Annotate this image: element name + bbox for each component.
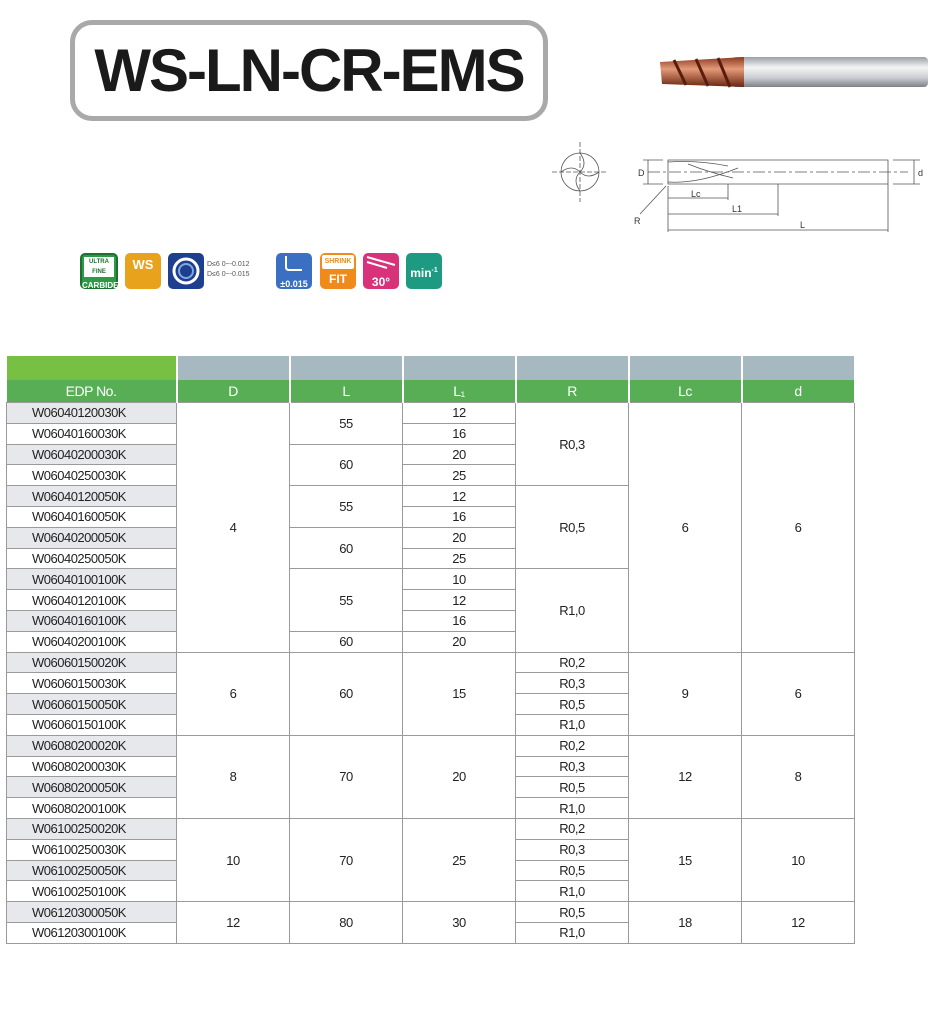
d-cell: 6 (742, 652, 855, 735)
edp-cell: W06120300100K (7, 922, 177, 943)
edp-cell: W06100250030K (7, 839, 177, 860)
R-cell: R0,2 (516, 735, 629, 756)
tolerance-icon (168, 253, 204, 289)
L1-cell: 12 (403, 486, 516, 507)
L-cell: 60 (290, 652, 403, 735)
d-cell: 8 (742, 735, 855, 818)
R-cell: R0,5 (516, 694, 629, 715)
R-cell: R0,3 (516, 403, 629, 486)
d-cell: 6 (742, 403, 855, 653)
header-d: d (742, 380, 855, 403)
carbide-icon-bottom: CARBIDE (82, 281, 119, 290)
Lc-cell: 9 (629, 652, 742, 735)
L1-cell: 20 (403, 735, 516, 818)
L1-cell: 16 (403, 610, 516, 631)
R-cell: R0,3 (516, 673, 629, 694)
edp-cell: W06080200100K (7, 798, 177, 819)
L1-cell: 15 (403, 652, 516, 735)
L-cell: 80 (290, 902, 403, 944)
label-Lc: Lc (691, 189, 701, 199)
L1-cell: 25 (403, 465, 516, 486)
L1-cell: 20 (403, 444, 516, 465)
edp-cell: W06060150020K (7, 652, 177, 673)
rpm-icon (406, 253, 442, 289)
Lc-cell: 12 (629, 735, 742, 818)
table-row (7, 902, 855, 923)
L1-cell: 20 (403, 631, 516, 652)
L-cell: 60 (290, 444, 403, 486)
edp-cell: W06040100100K (7, 569, 177, 590)
edp-cell: W06060150050K (7, 694, 177, 715)
L-cell: 55 (290, 569, 403, 631)
R-cell: R0,3 (516, 839, 629, 860)
edp-cell: W06100250020K (7, 818, 177, 839)
tolerance-line-2: D≤6 0~-0.015 (207, 271, 250, 278)
D-cell: 6 (177, 652, 290, 735)
L1-cell: 12 (403, 403, 516, 424)
R-cell: R0,2 (516, 818, 629, 839)
L1-cell: 16 (403, 506, 516, 527)
header-D: D (177, 380, 290, 403)
L1-cell: 25 (403, 548, 516, 569)
D-cell: 12 (177, 902, 290, 944)
L1-cell: 16 (403, 423, 516, 444)
L-cell: 70 (290, 735, 403, 818)
radius-tolerance-icon (276, 253, 312, 289)
helix-angle-label: 30° (371, 275, 391, 289)
header-R: R (516, 380, 629, 403)
edp-cell: W06060150100K (7, 714, 177, 735)
d-cell: 12 (742, 902, 855, 944)
edp-cell: W06080200050K (7, 777, 177, 798)
edp-cell: W06040120050K (7, 486, 177, 507)
R-cell: R0,5 (516, 777, 629, 798)
carbide-icon (80, 253, 118, 289)
specification-table (6, 356, 856, 944)
header-L: L (290, 380, 403, 403)
header-edp: EDP No. (7, 380, 177, 403)
R-cell: R1,0 (516, 881, 629, 902)
edp-cell: W06080200020K (7, 735, 177, 756)
shrink-fit-bottom: FIT (329, 272, 347, 286)
L1-cell: 12 (403, 590, 516, 611)
end-mill-photo (652, 48, 932, 96)
rpm-exponent: -1 (431, 267, 438, 274)
edp-cell: W06120300050K (7, 902, 177, 923)
edp-cell: W06040250030K (7, 465, 177, 486)
table-header-row (7, 380, 855, 403)
R-cell: R0,5 (516, 902, 629, 923)
ws-icon-label: WS (132, 257, 154, 272)
tool-dimension-drawing (548, 140, 940, 240)
shrink-fit-icon (320, 253, 356, 289)
L1-cell: 25 (403, 818, 516, 901)
L-cell: 60 (290, 527, 403, 569)
Lc-cell: 6 (629, 403, 742, 653)
radius-corner-icon (276, 253, 312, 273)
edp-cell: W06040200100K (7, 631, 177, 652)
helix-angle-icon (363, 253, 399, 289)
L1-cell: 30 (403, 902, 516, 944)
R-cell: R1,0 (516, 569, 629, 652)
R-cell: R1,0 (516, 922, 629, 943)
rpm-label (406, 253, 442, 291)
L-cell: 55 (290, 403, 403, 445)
D-cell: 8 (177, 735, 290, 818)
R-cell: R0,3 (516, 756, 629, 777)
d-cell: 10 (742, 818, 855, 901)
feature-icon-row (80, 253, 450, 293)
Lc-cell: 15 (629, 818, 742, 901)
L-cell: 60 (290, 631, 403, 652)
R-cell: R0,2 (516, 652, 629, 673)
rpm-unit: min (410, 266, 432, 280)
edp-cell: W06040160050K (7, 506, 177, 527)
label-L: L (800, 220, 806, 230)
roundness-icon (168, 253, 204, 289)
table-row (7, 818, 855, 839)
edp-cell: W06040120100K (7, 590, 177, 611)
ws-icon (125, 253, 161, 289)
product-title: WS-LN-CR-EMS (94, 37, 524, 104)
L1-cell: 10 (403, 569, 516, 590)
edp-cell: W06040120030K (7, 403, 177, 424)
helix-stripes-icon (363, 253, 399, 269)
label-L1: L1 (732, 204, 743, 214)
header-Lc: Lc (629, 380, 742, 403)
edp-cell: W06040200030K (7, 444, 177, 465)
L-cell: 70 (290, 818, 403, 901)
edp-cell: W06080200030K (7, 756, 177, 777)
radius-tolerance-label: ±0.015 (280, 279, 308, 289)
edp-cell: W06060150030K (7, 673, 177, 694)
R-cell: R1,0 (516, 798, 629, 819)
D-cell: 4 (177, 403, 290, 653)
table-row (7, 735, 855, 756)
R-cell: R1,0 (516, 714, 629, 735)
table-row (7, 403, 855, 424)
Lc-cell: 18 (629, 902, 742, 944)
D-cell: 10 (177, 818, 290, 901)
table-top-band (7, 356, 855, 380)
shrink-fit-top: SHRINK (322, 255, 354, 269)
title-frame (70, 20, 548, 121)
edp-cell: W06040160100K (7, 610, 177, 631)
carbide-icon-top: ULTRA FINE (84, 257, 114, 277)
R-cell: R0,5 (516, 486, 629, 569)
edp-cell: W06040250050K (7, 548, 177, 569)
edp-cell: W06040200050K (7, 527, 177, 548)
label-R: R (634, 216, 641, 226)
label-D: D (638, 168, 645, 178)
label-d: d (918, 168, 924, 178)
tolerance-text (207, 260, 250, 280)
R-cell: R0,5 (516, 860, 629, 881)
edp-cell: W06100250050K (7, 860, 177, 881)
L-cell: 55 (290, 486, 403, 528)
edp-cell: W06040160030K (7, 423, 177, 444)
edp-cell: W06100250100K (7, 881, 177, 902)
table-row (7, 652, 855, 673)
tolerance-line-1: D≤6 0~-0.012 (207, 261, 250, 268)
L1-cell: 20 (403, 527, 516, 548)
header-L1: L₁ (403, 380, 516, 403)
